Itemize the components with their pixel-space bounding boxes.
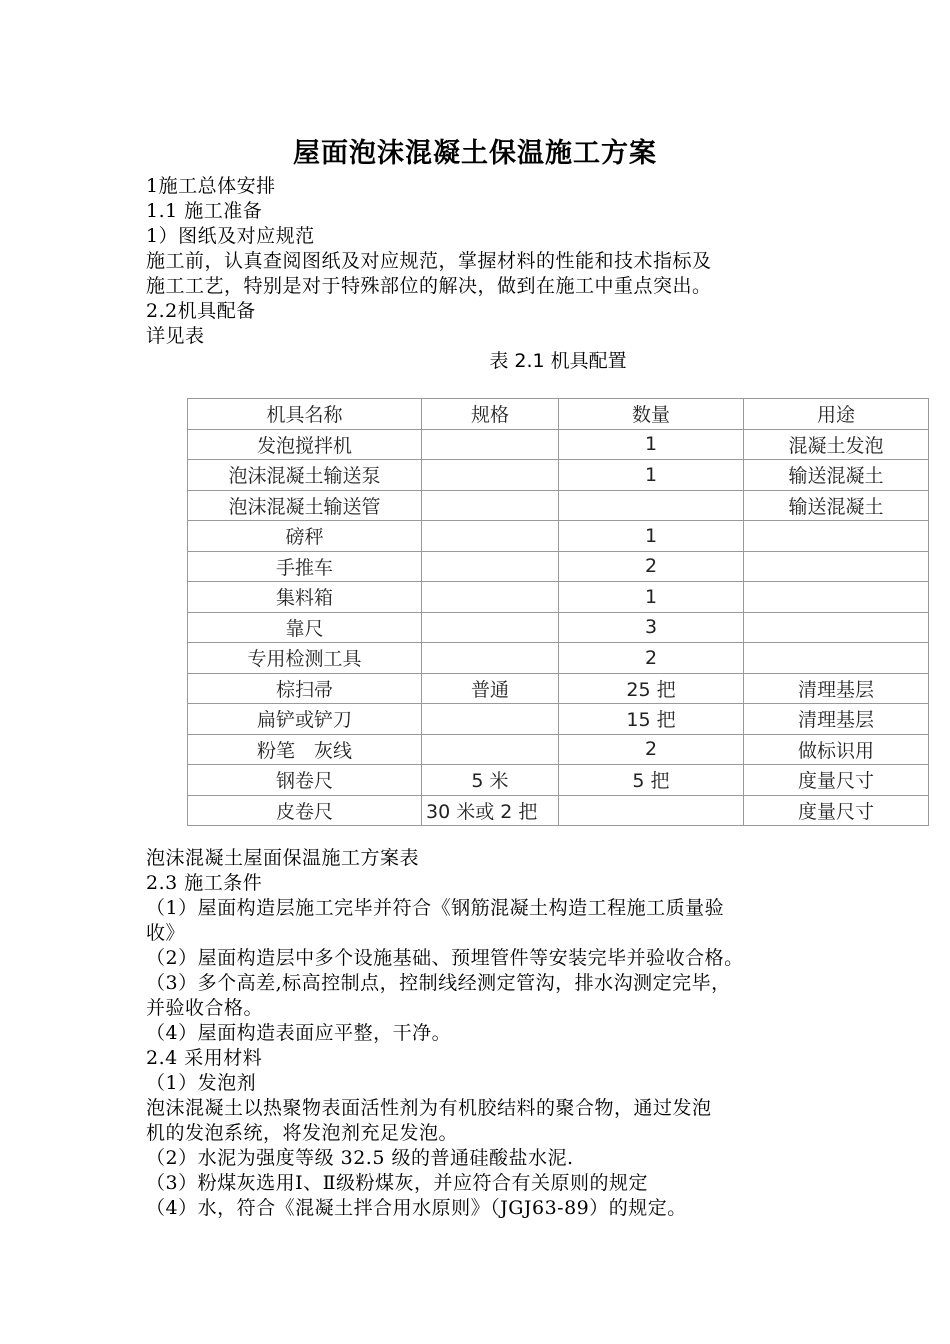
body-line: 泡沫混凝土以热聚物表面活性剂为有机胶结料的聚合物，通过发泡 — [146, 1097, 712, 1119]
table-cell: 手推车 — [188, 551, 422, 582]
table-row — [188, 734, 929, 765]
header-cell: 用途 — [744, 399, 929, 430]
table-cell — [422, 551, 559, 582]
table-cell — [422, 490, 559, 521]
table-row — [188, 551, 929, 582]
table-cell: 1 — [559, 429, 744, 460]
body-line: （3）粉煤灰选用Ⅰ、Ⅱ级粉煤灰，并应符合有关原则的规定 — [146, 1172, 649, 1194]
table-cell: 度量尺寸 — [744, 765, 929, 796]
table-cell: 发泡搅拌机 — [188, 429, 422, 460]
intro-line: 1.1 施工准备 — [146, 200, 263, 222]
intro-line: 详见表 — [146, 325, 205, 347]
body-line: （4）水，符合《混凝土拌合用水原则》（JGJ63-89）的规定。 — [146, 1197, 687, 1219]
table-cell: 集料箱 — [188, 582, 422, 613]
table-cell — [422, 643, 559, 674]
equipment-table — [187, 398, 929, 826]
table-cell: 2 — [559, 551, 744, 582]
body-line: （2）屋面构造层中多个设施基础、预埋管件等安装完毕并验收合格。 — [146, 947, 744, 969]
table-cell: 清理基层 — [744, 704, 929, 735]
body-line: 并验收合格。 — [146, 997, 264, 1019]
table-header-row — [188, 399, 929, 430]
body-line: 泡沫混凝土屋面保温施工方案表 — [146, 847, 420, 869]
table-cell — [422, 429, 559, 460]
table-cell — [744, 582, 929, 613]
table-cell: 输送混凝土 — [744, 460, 929, 491]
table-cell: 清理基层 — [744, 673, 929, 704]
table-row — [188, 795, 929, 826]
table-cell — [422, 521, 559, 552]
table-cell: 3 — [559, 612, 744, 643]
header-cell: 机具名称 — [188, 399, 422, 430]
body-line: 2.4 采用材料 — [146, 1047, 263, 1069]
table-cell — [422, 460, 559, 491]
table-cell: 1 — [559, 521, 744, 552]
table-cell — [422, 612, 559, 643]
table-cell — [744, 643, 929, 674]
table-cell: 2 — [559, 643, 744, 674]
body-line: （2）水泥为强度等级 32.5 级的普通硅酸盐水泥. — [146, 1147, 574, 1169]
table-row — [188, 490, 929, 521]
table-cell: 钢卷尺 — [188, 765, 422, 796]
table-caption: 表 2.1 机具配置 — [489, 350, 627, 372]
table-cell: 普通 — [422, 673, 559, 704]
table-row — [188, 429, 929, 460]
intro-line: 施工工艺，特别是对于特殊部位的解决，做到在施工中重点突出。 — [146, 275, 712, 297]
intro-line: 2.2机具配备 — [146, 300, 256, 322]
intro-line: 施工前，认真查阅图纸及对应规范，掌握材料的性能和技术指标及 — [146, 250, 712, 272]
table-cell: 5 把 — [559, 765, 744, 796]
table-cell: 5 米 — [422, 765, 559, 796]
table-cell: 棕扫帚 — [188, 673, 422, 704]
table-cell: 皮卷尺 — [188, 795, 422, 826]
table-cell: 靠尺 — [188, 612, 422, 643]
table-cell: 输送混凝土 — [744, 490, 929, 521]
table-cell: 粉笔 灰线 — [188, 734, 422, 765]
table-row — [188, 460, 929, 491]
table-row — [188, 673, 929, 704]
table-cell: 1 — [559, 582, 744, 613]
body-line: 机的发泡系统，将发泡剂充足发泡。 — [146, 1122, 459, 1144]
body-line: （3）多个高差,标高控制点，控制线经测定管沟，排水沟测定完毕， — [146, 972, 731, 994]
table-row — [188, 643, 929, 674]
table-cell: 25 把 — [559, 673, 744, 704]
intro-line: 1）图纸及对应规范 — [146, 225, 315, 247]
table-cell: 30 米或 2 把 — [422, 795, 559, 826]
table-cell: 15 把 — [559, 704, 744, 735]
table-cell: 扁铲或铲刀 — [188, 704, 422, 735]
table-row — [188, 612, 929, 643]
table-cell: 专用检测工具 — [188, 643, 422, 674]
table-cell: 混凝土发泡 — [744, 429, 929, 460]
intro-line: 1施工总体安排 — [146, 175, 276, 197]
table-cell: 泡沫混凝土输送管 — [188, 490, 422, 521]
table-row — [188, 765, 929, 796]
table-cell — [422, 704, 559, 735]
table-cell — [559, 795, 744, 826]
table-cell: 做标识用 — [744, 734, 929, 765]
body-line: （4）屋面构造表面应平整，干净。 — [146, 1022, 452, 1044]
page-title: 屋面泡沫混凝土保温施工方案 — [293, 138, 657, 169]
table-row — [188, 582, 929, 613]
table-cell: 1 — [559, 460, 744, 491]
body-line: （1）发泡剂 — [146, 1072, 257, 1094]
table-cell — [422, 734, 559, 765]
table-cell — [422, 582, 559, 613]
body-line: 2.3 施工条件 — [146, 872, 263, 894]
body-line: （1）屋面构造层施工完毕并符合《钢筋混凝土构造工程施工质量验 — [146, 897, 725, 919]
table-cell: 度量尺寸 — [744, 795, 929, 826]
table-row — [188, 704, 929, 735]
table-cell — [559, 490, 744, 521]
table-cell: 泡沫混凝土输送泵 — [188, 460, 422, 491]
table-cell — [744, 551, 929, 582]
table-cell — [744, 521, 929, 552]
header-cell: 数量 — [559, 399, 744, 430]
header-cell: 规格 — [422, 399, 559, 430]
table-row — [188, 521, 929, 552]
table-cell: 2 — [559, 734, 744, 765]
table-cell — [744, 612, 929, 643]
body-line: 收》 — [146, 922, 186, 944]
table-cell: 磅秤 — [188, 521, 422, 552]
